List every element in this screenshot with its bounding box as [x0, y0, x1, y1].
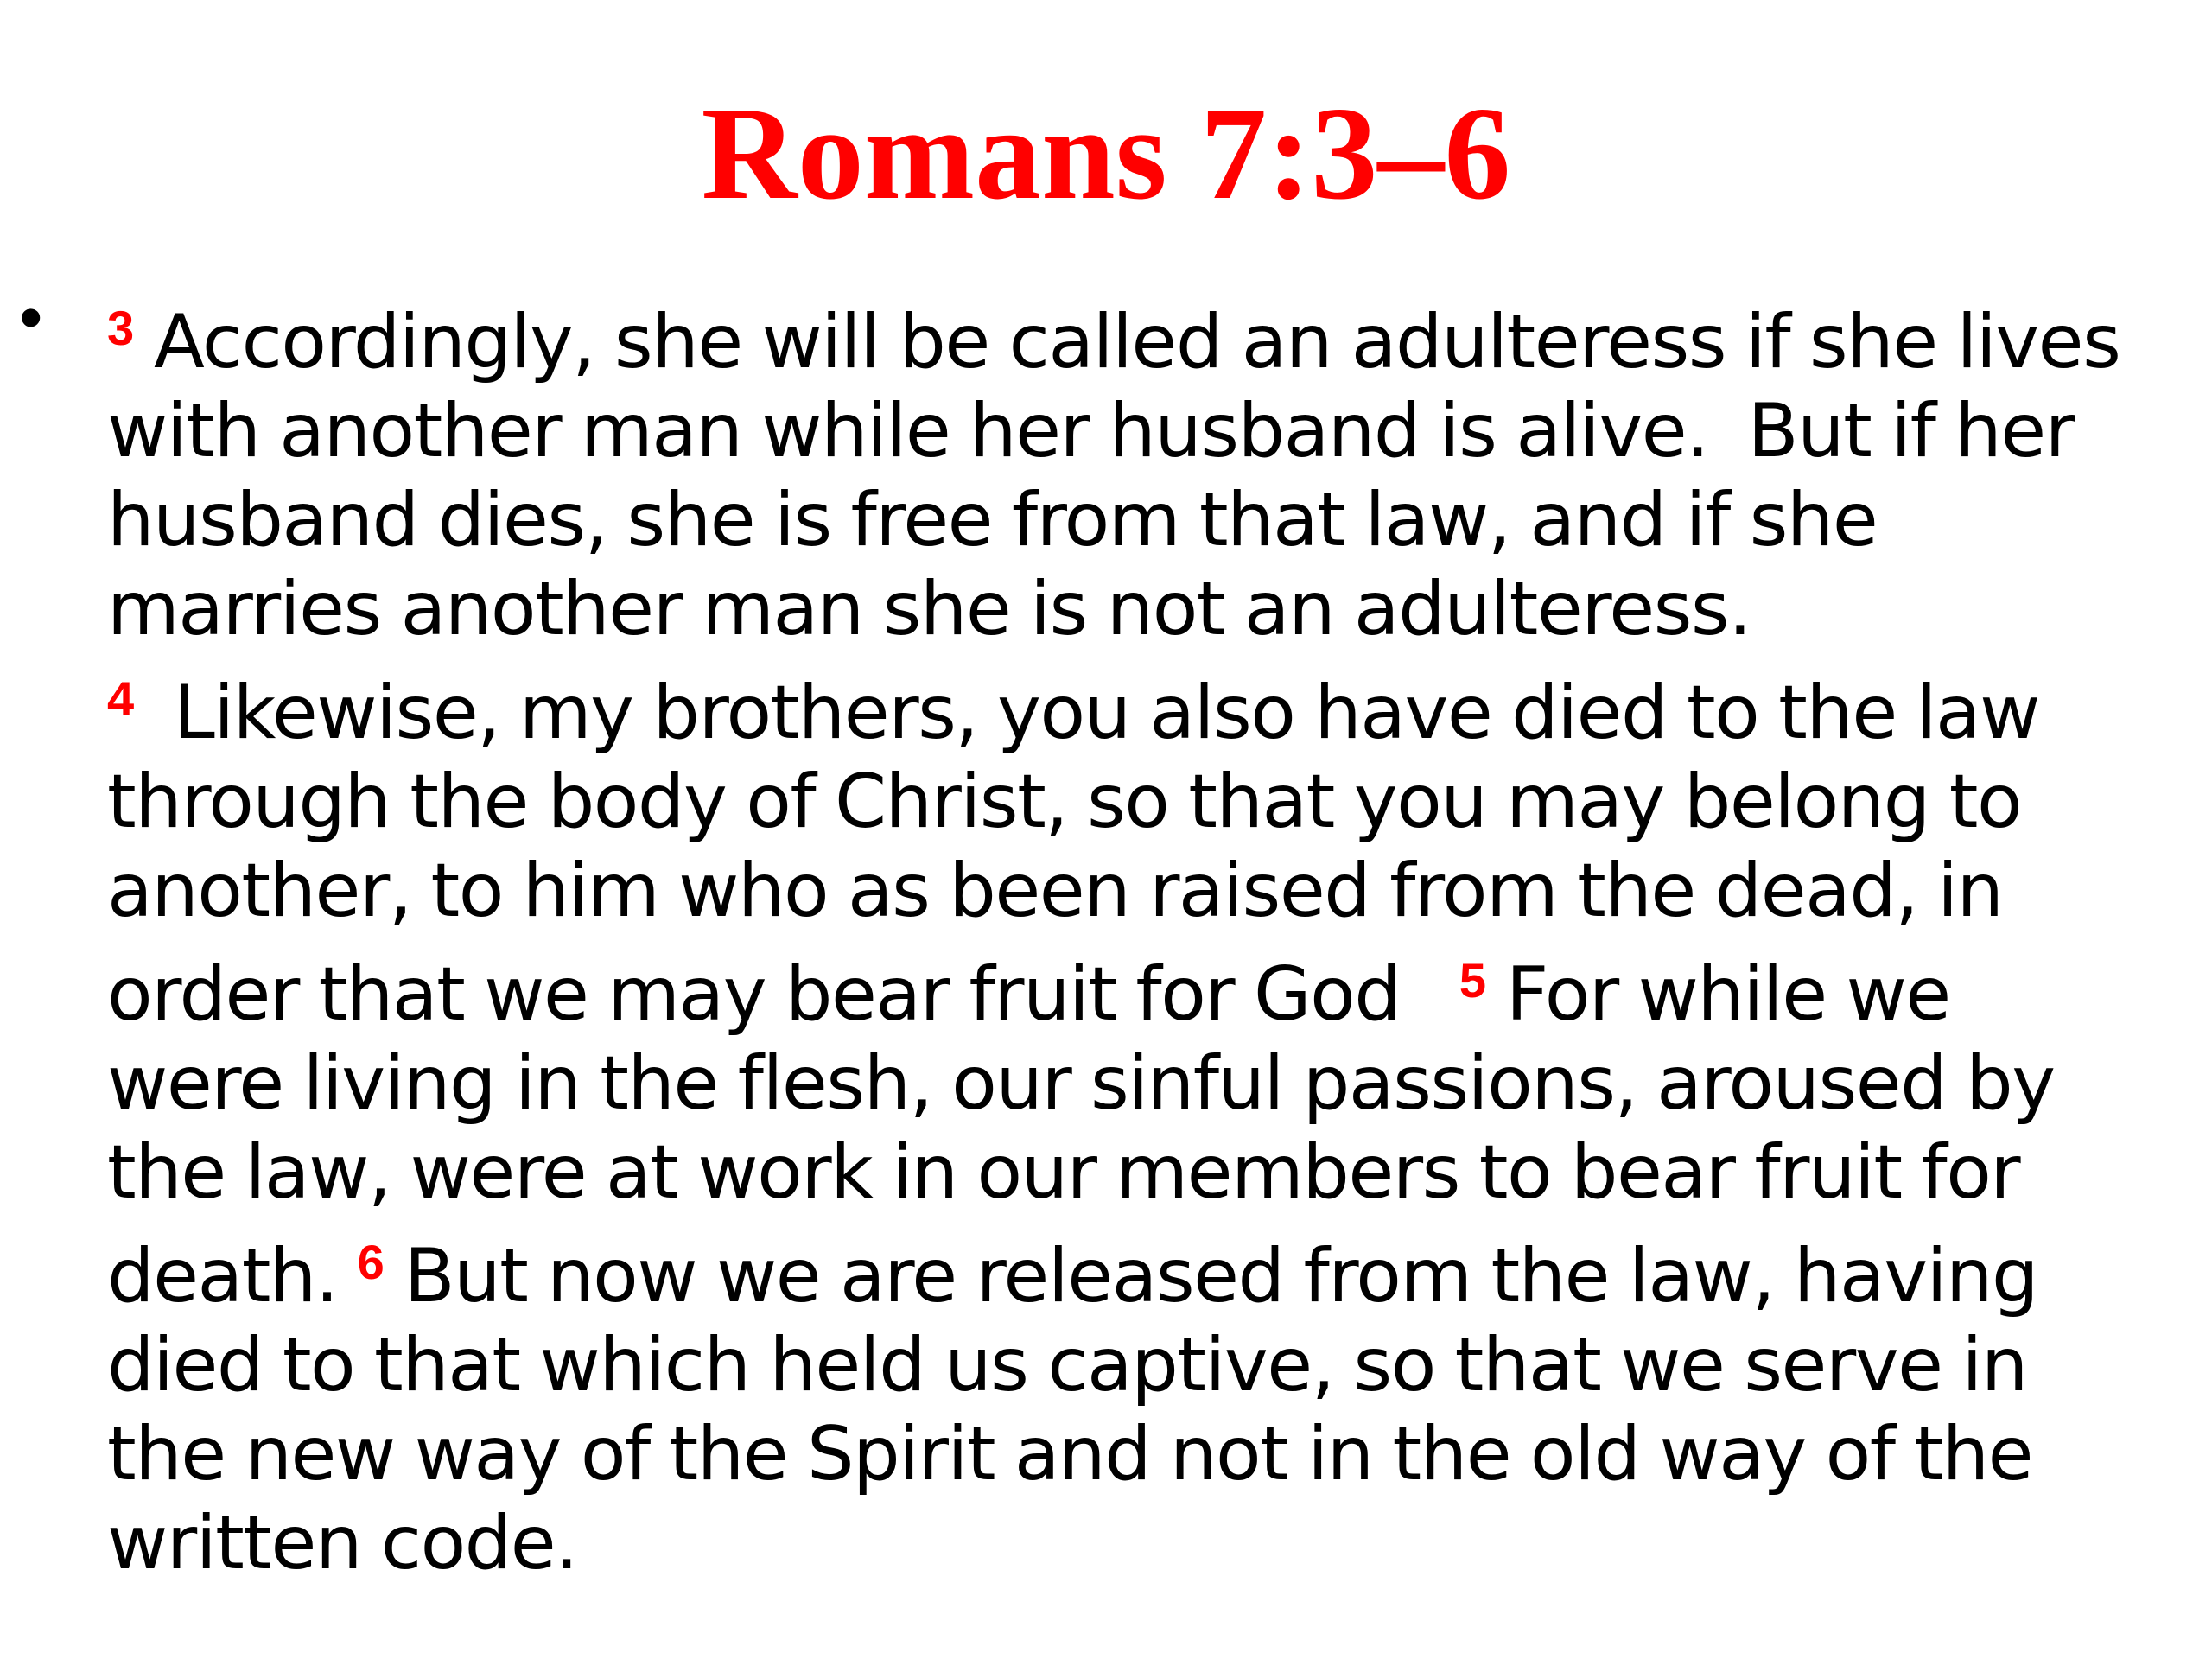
verse-number: 4	[107, 671, 135, 726]
verse-text: Accordingly, she will be called an adulteress if she lives	[134, 299, 2120, 385]
scripture-text	[107, 283, 2198, 1588]
text-line: through the body of Christ, so that you may belong to	[107, 759, 2022, 845]
text-line	[107, 936, 2198, 1039]
verse-text: But now we are released from the law, having	[384, 1233, 2038, 1319]
verse-text: order that we may bear fruit for God	[107, 951, 1459, 1038]
text-line: were living in the flesh, our sinful passions, aroused by	[107, 1040, 2055, 1127]
text-line: with another man while her husband is alive. But if her	[107, 388, 2075, 474]
verse-text: For while we	[1486, 951, 1950, 1038]
verse-text: Likewise, my brothers, you also have died to the law	[134, 670, 2040, 756]
text-line: written code.	[107, 1500, 578, 1586]
verse-number: 3	[107, 301, 135, 355]
bullet-marker: •	[19, 279, 43, 355]
verse-text: death.	[107, 1233, 358, 1319]
text-line: the new way of the Spirit and not in the old way of the	[107, 1411, 2033, 1497]
text-line: marries another man she is not an adulteress.	[107, 566, 1751, 652]
text-line	[107, 283, 2198, 387]
text-line: husband dies, she is free from that law, and if she	[107, 477, 1878, 563]
text-line	[107, 1217, 2198, 1321]
text-line: the law, were at work in our members to bear fruit for	[107, 1129, 2020, 1216]
verse-number: 6	[357, 1235, 385, 1289]
verse-number: 5	[1459, 953, 1487, 1007]
slide-title: Romans 7:3–6	[701, 80, 1511, 227]
text-line: died to that which held us captive, so that we serve in	[107, 1322, 2027, 1408]
text-line: another, to him who as been raised from the dead, in	[107, 848, 2003, 934]
text-line	[107, 654, 2198, 758]
